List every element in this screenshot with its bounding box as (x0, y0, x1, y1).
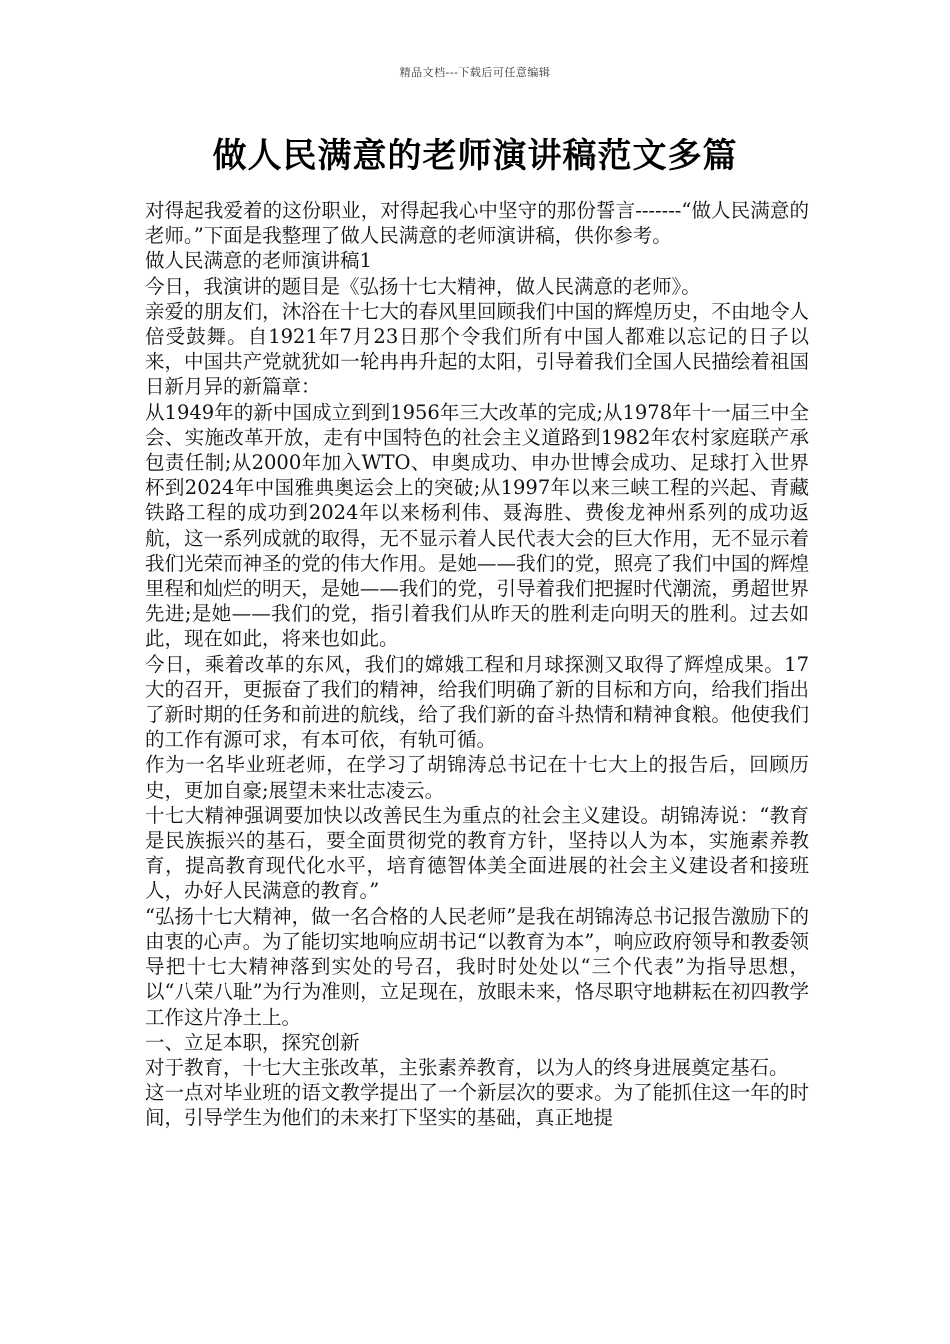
paragraph: 从1949年的新中国成立到到1956年三大改革的完成;从1978年十一届三中全会、实施改革开放，走有中国特色的社会主义道路到1982年农村家庭联产承包责任制;从2000年加入WTO、申奥成功、申办世博会成功、足球打入世界杯到2024年中国雅典奥运会上的突破;从1997年以来三峡工程的兴起、青藏铁路工程的成功到2024年以来杨利伟、聂海胜、费俊龙神州系列的成功返航，这一系列成就的取得，无不显示着人民代表大会的巨大作用，无不显示着我们光荣而神圣的党的伟大作用。是她——我们的党，照亮了我们中国的辉煌里程和灿烂的明天，是她——我们的党，引导着我们把握时代潮流，勇超世界先进;是她——我们的党，指引着我们从昨天的胜利走向明天的胜利。过去如此，现在如此，将来也如此。 (145, 400, 809, 651)
subsection-heading: 一、立足本职，探究创新 (145, 1030, 360, 1054)
document-body (145, 198, 809, 1131)
paragraph: 这一点对毕业班的语文教学提出了一个新层次的要求。为了能抓住这一年的时间，引导学生为他们的未来打下坚实的基础，真正地提 (145, 1081, 809, 1130)
paragraph: 十七大精神强调要加快以改善民生为重点的社会主义建设。胡锦涛说：“教育是民族振兴的基石，要全面贯彻党的教育方针，坚持以人为本，实施素养教育，提高教育现代化水平，培育德智体美全面进展的社会主义建设者和接班人，办好人民满意的教育。” (145, 803, 809, 903)
document-title: 做人民满意的老师演讲稿范文多篇 (212, 136, 738, 176)
paragraph-intro: 对得起我爱着的这份职业，对得起我心中坚守的那份誓言-------“做人民满意的老师。”下面是我整理了做人民满意的老师演讲稿，供你参考。 (145, 199, 809, 248)
paragraph: “弘扬十七大精神，做一名合格的人民老师”是我在胡锦涛总书记报告激励下的由衷的心声。为了能切实地响应胡书记“以教育为本”，响应政府领导和教委领导把十七大精神落到实处的号召，我时时处处以“三个代表”为指导思想，以“八荣八耻”为行为准则，立足现在，放眼未来，恪尽职守地耕耘在初四教学工作这片净土上。 (145, 904, 809, 1029)
paragraph: 对于教育，十七大主张改革，主张素养教育，以为人的终身进展奠定基石。 (145, 1055, 789, 1079)
paragraph: 今日，我演讲的题目是《弘扬十七大精神，做人民满意的老师》。 (145, 274, 701, 298)
paragraph: 今日，乘着改革的东风，我们的嫦娥工程和月球探测又取得了辉煌成果。17大的召开，更振奋了我们的精神，给我们明确了新的目标和方向，给我们指出了新时期的任务和前进的航线，给了我们新的奋斗热情和精神食粮。他使我们的工作有源可求，有本可依，有轨可循。 (145, 652, 809, 752)
section-heading: 做人民满意的老师演讲稿1 (145, 249, 372, 273)
page-header: 精品文档---下载后可任意编辑 (399, 66, 551, 79)
paragraph: 作为一名毕业班老师，在学习了胡锦涛总书记在十七大上的报告后，回顾历史，更加自豪;展望未来壮志凌云。 (145, 753, 809, 802)
paragraph: 亲爱的朋友们，沐浴在十七大的春风里回顾我们中国的辉煌历史，不由地令人倍受鼓舞。自1921年7月23日那个令我们所有中国人都难以忘记的日子以来，中国共产党就犹如一轮冉冉升起的太阳，引导着我们全国人民描绘着祖国日新月异的新篇章： (145, 299, 809, 399)
